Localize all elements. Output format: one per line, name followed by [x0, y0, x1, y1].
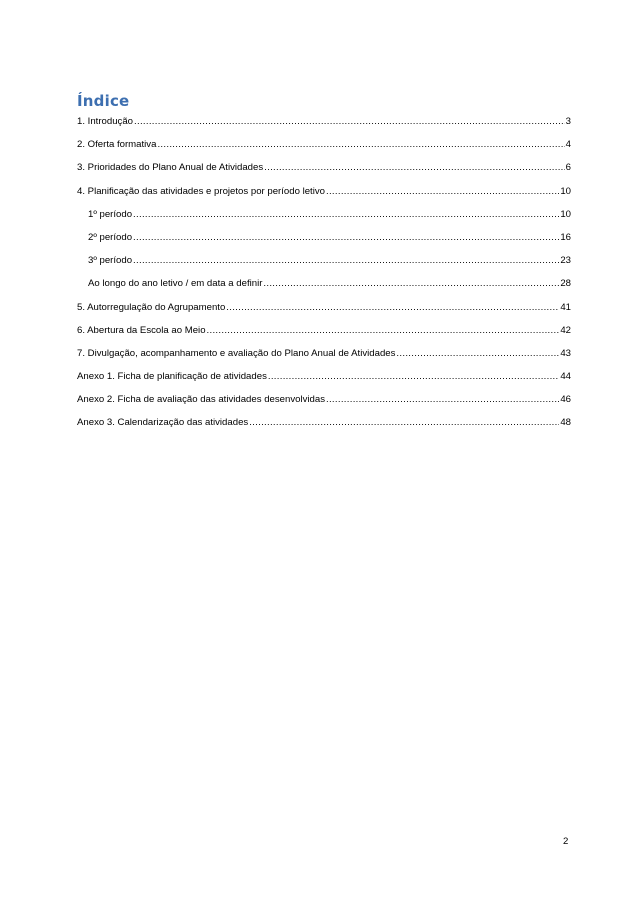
toc-entry-label: 7. Divulgação, acompanhamento e avaliação do Plano Anual de Atividades [77, 347, 396, 359]
toc-leader-dots [133, 229, 559, 247]
toc-leader-dots [134, 113, 565, 131]
toc-entry-label: Anexo 2. Ficha de avaliação das atividades desenvolvidas [77, 394, 325, 406]
toc-entry-planificacao[interactable] [77, 183, 571, 206]
toc-leader-dots [157, 136, 564, 154]
toc-leader-dots [326, 391, 559, 409]
toc-entry-abertura-escola[interactable] [77, 322, 571, 345]
toc-entry-page: 43 [560, 347, 571, 359]
toc-leader-dots [268, 368, 559, 386]
toc-entry-page: 10 [560, 185, 571, 197]
toc-entry-ao-longo-do-ano[interactable] [77, 275, 571, 298]
toc-leader-dots [326, 183, 559, 201]
toc-entry-label: Anexo 1. Ficha de planificação de atividades [77, 371, 267, 383]
toc-entry-label: 2º período [88, 231, 133, 243]
toc-entry-oferta-formativa[interactable] [77, 136, 571, 159]
toc-entry-label: 1º período [88, 208, 133, 220]
toc-entry-label: 1. Introdução [77, 116, 134, 127]
toc-entry-page: 23 [560, 255, 571, 267]
toc-entry-anexo-2[interactable] [77, 391, 571, 414]
toc-entry-page: 44 [560, 371, 571, 383]
page-number: 2 [563, 836, 569, 847]
toc-entry-page: 16 [560, 231, 571, 243]
toc-entry-page: 10 [560, 208, 571, 220]
toc-leader-dots [133, 206, 559, 224]
toc-leader-dots [264, 159, 565, 177]
toc-entry-2-periodo[interactable] [77, 229, 571, 252]
toc-entry-1-periodo[interactable] [77, 206, 571, 229]
toc-leader-dots [133, 252, 559, 270]
toc-entry-page: 28 [560, 278, 571, 290]
toc-entry-page: 6 [565, 162, 571, 174]
toc-entry-prioridades[interactable] [77, 159, 571, 182]
toc-entry-label: Anexo 3. Calendarização das atividades [77, 417, 249, 429]
toc-entry-page: 3 [565, 116, 571, 127]
toc-entry-page: 41 [560, 301, 571, 313]
toc-entry-page: 4 [565, 139, 571, 151]
toc-entry-label: Ao longo do ano letivo / em data a definir [88, 278, 263, 290]
toc-entry-label: 6. Abertura da Escola ao Meio [77, 324, 206, 336]
toc-title: Índice [77, 92, 130, 110]
toc-entry-3-periodo[interactable] [77, 252, 571, 275]
toc-leader-dots [263, 275, 559, 293]
table-of-contents [77, 113, 571, 438]
toc-entry-page: 46 [560, 394, 571, 406]
toc-leader-dots [226, 299, 559, 317]
toc-entry-divulgacao[interactable] [77, 345, 571, 368]
toc-entry-label: 3º período [88, 255, 133, 267]
toc-entry-introducao[interactable] [77, 113, 571, 136]
toc-entry-label: 5. Autorregulação do Agrupamento [77, 301, 226, 313]
toc-leader-dots [207, 322, 560, 340]
toc-leader-dots [249, 414, 559, 432]
toc-entry-label: 3. Prioridades do Plano Anual de Atividades [77, 162, 264, 174]
toc-entry-page: 48 [560, 417, 571, 429]
toc-entry-label: 4. Planificação das atividades e projetos por período letivo [77, 185, 325, 197]
toc-entry-anexo-1[interactable] [77, 368, 571, 391]
toc-entry-label: 2. Oferta formativa [77, 139, 157, 151]
toc-leader-dots [396, 345, 559, 363]
toc-entry-anexo-3[interactable] [77, 414, 571, 437]
toc-entry-page: 42 [560, 324, 571, 336]
toc-entry-autorregulacao[interactable] [77, 299, 571, 322]
